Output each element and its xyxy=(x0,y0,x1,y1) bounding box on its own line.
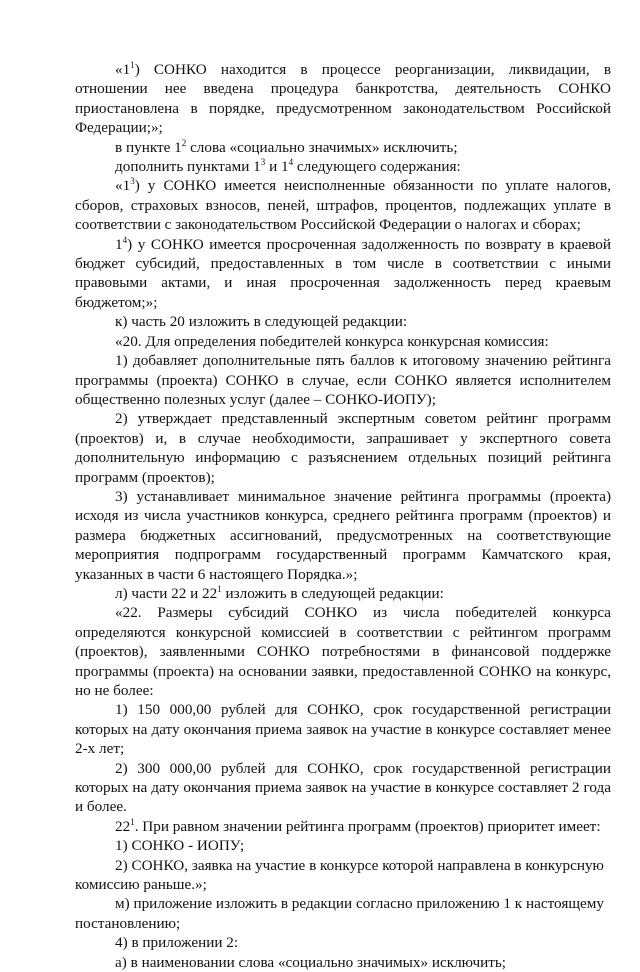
paragraph xyxy=(75,176,611,234)
text-run: . При равном значении рейтинга программ (проектов) приоритет имеет: xyxy=(134,817,601,835)
paragraph xyxy=(75,894,611,933)
paragraph xyxy=(75,312,611,331)
paragraph xyxy=(75,60,611,138)
paragraph xyxy=(75,759,611,817)
text-run: 1 xyxy=(115,235,123,253)
text-run: ) СОНКО находится в процессе реорганизации, ликвидации, в отношении нее введена процедура банкротства, деятельность СОНКО приостановлена в порядке, предусмотренном законодательством Российской Федерации;»; xyxy=(75,61,611,137)
superscript: 1 xyxy=(130,816,135,827)
text-run: 22 xyxy=(115,817,131,835)
paragraph xyxy=(75,603,611,700)
superscript: 3 xyxy=(130,176,135,187)
text-run: 2) СОНКО, заявка на участие в конкурсе которой направлена в конкурсную комиссию раньше.»; xyxy=(75,856,604,894)
text-run: а) в наименовании слова «социально значимых» исключить; xyxy=(115,953,506,971)
text-run: «20. Для определения победителей конкурса конкурсная комиссия: xyxy=(115,332,549,350)
text-run: дополнить пунктами 1 xyxy=(115,158,261,176)
text-run: 4) в приложении 2: xyxy=(115,934,239,952)
paragraph xyxy=(75,487,611,584)
paragraph xyxy=(75,351,611,409)
text-run: изложить в следующей редакции: xyxy=(221,584,444,602)
paragraph xyxy=(75,584,611,603)
document-page xyxy=(75,60,611,972)
text-run: к) часть 20 изложить в следующей редакции: xyxy=(115,313,408,331)
paragraph xyxy=(75,836,611,855)
text-run: в пункте 1 xyxy=(115,138,182,156)
paragraph xyxy=(75,817,611,836)
text-run: слова «социально значимых» исключить; xyxy=(186,138,458,156)
text-run: 2) 300 000,00 рублей для СОНКО, срок государственной регистрации которых на дату окончания приема заявок на участие в конкурсе составляет 2 года и более. xyxy=(75,759,611,816)
text-run: ) у СОНКО имеется неисполненные обязанности по уплате налогов, сборов, страховых взносов, пеней, штрафов, процентов, подлежащих уплате в соответствии с законодательством Российской Федерации о налогах и сборах; xyxy=(75,177,611,234)
text-run: 1) 150 000,00 рублей для СОНКО, срок государственной регистрации которых на дату окончания приема заявок на участие в конкурсе составляет менее 2-х лет; xyxy=(75,701,611,758)
superscript: 2 xyxy=(181,137,187,148)
paragraph xyxy=(75,138,611,157)
paragraph xyxy=(75,700,611,758)
text-run: «1 xyxy=(115,61,131,78)
text-run: и 1 xyxy=(265,158,289,176)
text-run: «1 xyxy=(115,177,131,195)
superscript: 1 xyxy=(217,583,222,594)
paragraph xyxy=(75,157,611,176)
text-run: следующего содержания: xyxy=(293,158,461,176)
superscript: 1 xyxy=(130,60,135,70)
text-run: 2) утверждает представленный экспертным советом рейтинг программ (проектов) и, в случае необходимости, запрашивает у экспертного совета дополнительную информацию с разъяснением отдельных позиций рейтинга программ (проектов); xyxy=(75,410,611,486)
text-run: л) части 22 и 22 xyxy=(115,584,218,602)
paragraph xyxy=(75,953,611,972)
text-run: 1) СОНКО - ИОПУ; xyxy=(115,837,245,855)
text-run: ) у СОНКО имеется просроченная задолженность по возврату в краевой бюджет субсидий, предоставленных в том числе в соответствии с иными правовыми актами, и иная просроченная задолженность перед краевым бюджетом;»; xyxy=(75,235,611,311)
superscript: 4 xyxy=(288,157,294,168)
text-run: 3) устанавливает минимальное значение рейтинга программы (проекта) исходя из числа участников конкурса, среднего рейтинга программ (проектов) и размера бюджетных ассигнований, предусмотренных на соответствующие мероприятия подпрограмм государственный программ Камчатского края, указанных в части 6 настоящего Порядка.»; xyxy=(75,487,611,583)
paragraph xyxy=(75,856,611,895)
superscript: 4 xyxy=(122,234,128,245)
text-run: 1) добавляет дополнительные пять баллов к итоговому значению рейтинга программы (проекта) СОНКО в случае, если СОНКО является исполнителем общественно полезных услуг (далее – СОНКО-ИОПУ); xyxy=(75,352,611,408)
text-run: м) приложение изложить в редакции согласно приложению 1 к настоящему постановлению; xyxy=(75,895,604,932)
paragraph xyxy=(75,409,611,487)
paragraph xyxy=(75,332,611,351)
superscript: 3 xyxy=(260,157,266,168)
paragraph xyxy=(75,933,611,952)
paragraph xyxy=(75,235,611,313)
text-run: «22. Размеры субсидий СОНКО из числа победителей конкурса определяются конкурсной комиссией в соответствии с рейтингом программ (проектов), заявленными СОНКО потребностями в финансовой поддержке программы (проекта) на основании заявки, предоставленной СОНКО на конкурс, но не более: xyxy=(75,604,611,699)
